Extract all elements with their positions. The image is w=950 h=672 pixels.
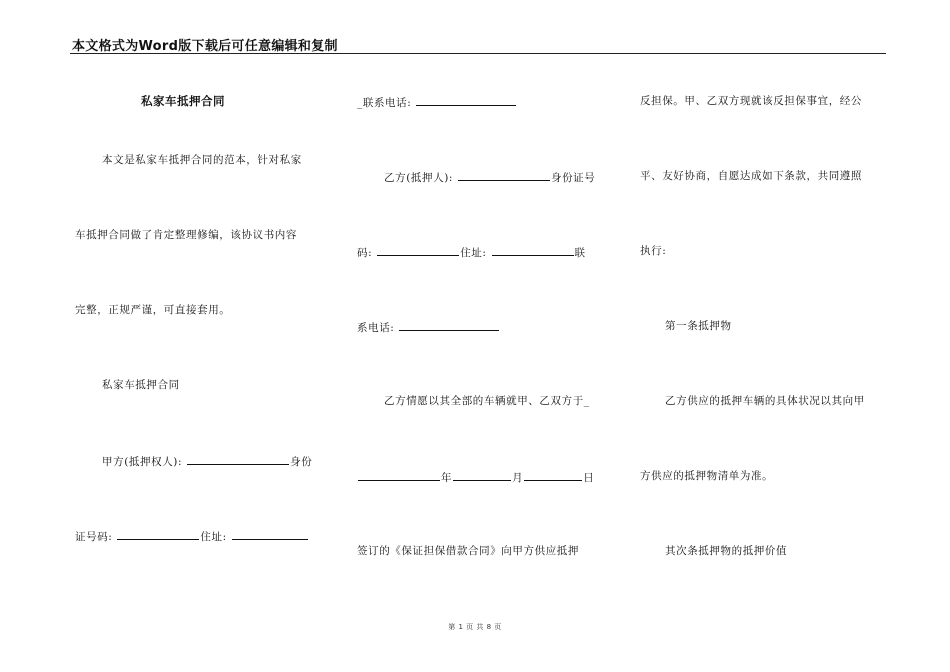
id-label-start: 身份 bbox=[290, 456, 313, 468]
day-blank[interactable] bbox=[524, 469, 582, 481]
party-b-label: 乙方(抵押人): bbox=[384, 172, 454, 184]
year-label: 年 bbox=[441, 472, 453, 484]
agreement-line: 乙方情愿以其全部的车辆就甲、乙双方于_ bbox=[384, 395, 590, 407]
column-1 bbox=[75, 90, 325, 570]
intro-line-2: 车抵押合同做了肯定整理修编，该协议书内容 bbox=[75, 229, 297, 241]
article-2-heading: 其次条抵押物的抵押价值 bbox=[665, 545, 788, 557]
day-label: 日 bbox=[583, 472, 595, 484]
contact-line bbox=[357, 94, 517, 110]
phone-line bbox=[357, 319, 500, 335]
counter-guarantee-line: 反担保。甲、乙双方现就该反担保事宜，经公 bbox=[640, 95, 862, 107]
id-number-label: 身份证号 bbox=[550, 172, 596, 184]
document-banner bbox=[70, 33, 886, 54]
party-a-label: 甲方(抵押权人): bbox=[102, 456, 183, 468]
contact-label: _联系电话: bbox=[357, 97, 412, 109]
year-blank[interactable] bbox=[358, 469, 440, 481]
address-label: 住址: bbox=[200, 531, 227, 543]
month-blank[interactable] bbox=[453, 469, 511, 481]
intro-line-1: 本文是私家车抵押合同的范本，针对私家 bbox=[102, 154, 302, 166]
document-title: 私家车抵押合同 bbox=[141, 94, 225, 108]
contact-blank[interactable] bbox=[416, 94, 516, 106]
contract-heading: 私家车抵押合同 bbox=[102, 379, 180, 391]
column-3 bbox=[640, 90, 885, 570]
code-blank[interactable] bbox=[377, 244, 459, 256]
month-label: 月 bbox=[512, 472, 524, 484]
party-b-line bbox=[384, 169, 595, 185]
code-label: 码: bbox=[357, 247, 373, 259]
address-label: 住址: bbox=[460, 247, 487, 259]
id-address-line bbox=[75, 528, 309, 544]
code-address-line bbox=[357, 244, 586, 260]
id-code-blank[interactable] bbox=[117, 528, 199, 540]
party-a-blank[interactable] bbox=[187, 453, 289, 465]
address-blank[interactable] bbox=[232, 528, 308, 540]
column-2 bbox=[357, 90, 612, 570]
signed-line: 签订的《保证担保借款合同》向甲方供应抵押 bbox=[357, 545, 579, 557]
page-number: 第 1 页 共 8 页 bbox=[448, 623, 502, 631]
article-1-heading: 第一条抵押物 bbox=[665, 320, 732, 332]
article-1-body-1: 乙方供应的抵押车辆的具体状况以其向甲 bbox=[665, 395, 865, 407]
intro-line-3: 完整，正规严谨，可直接套用。 bbox=[75, 304, 231, 316]
article-1-body-2: 方供应的抵押物清单为准。 bbox=[640, 470, 774, 482]
execute-line: 执行: bbox=[640, 245, 667, 257]
date-line bbox=[357, 469, 594, 485]
banner-text: 本文格式为Word版下载后可任意编辑和复制 bbox=[72, 39, 338, 54]
phone-blank[interactable] bbox=[399, 319, 499, 331]
phone-label: 系电话: bbox=[357, 322, 395, 334]
address-blank[interactable] bbox=[492, 244, 574, 256]
negotiation-line: 平、友好协商，自愿达成如下条款，共同遵照 bbox=[640, 170, 862, 182]
party-b-blank[interactable] bbox=[458, 169, 550, 181]
party-a-line bbox=[102, 453, 312, 469]
contact-start: 联 bbox=[574, 247, 586, 259]
id-code-label: 证号码: bbox=[75, 531, 113, 543]
